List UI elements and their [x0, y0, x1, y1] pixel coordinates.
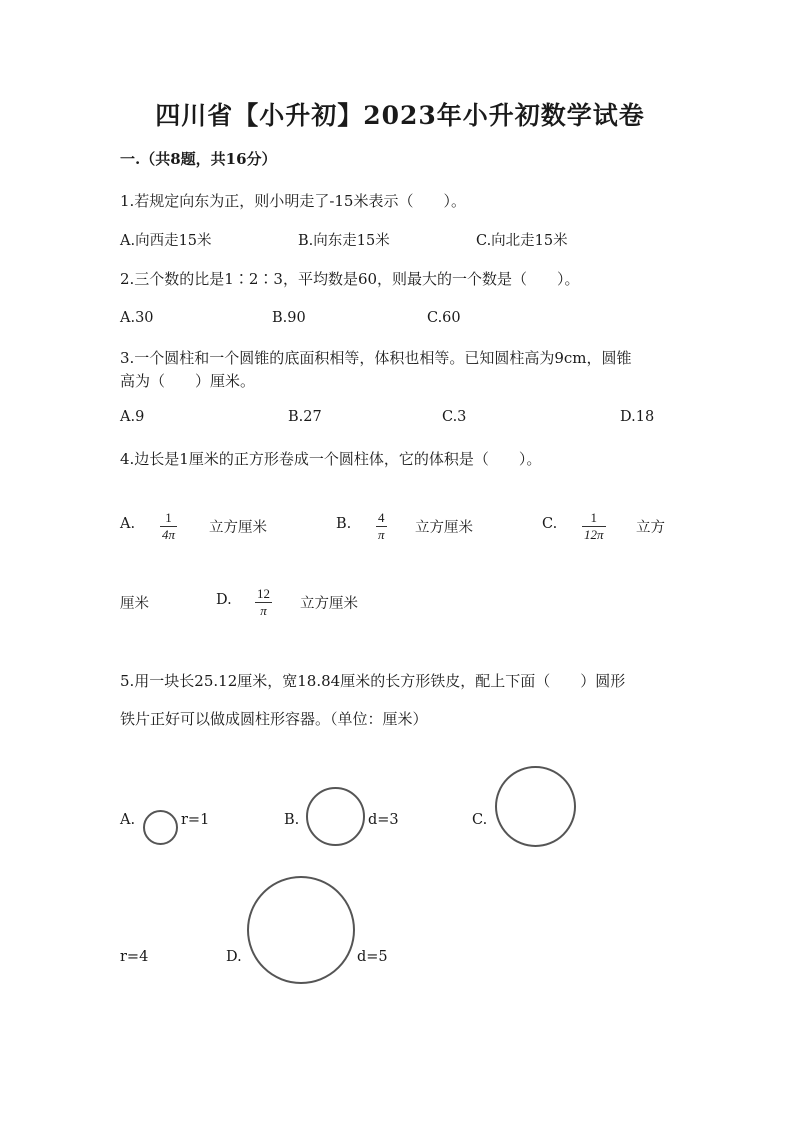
circle-option-d: [247, 876, 355, 984]
page-title: 四川省【小升初】2023年小升初数学试卷: [155, 101, 645, 130]
fraction-numerator: 1: [165, 510, 172, 525]
fraction-numerator: 4: [378, 510, 385, 525]
question-4-option-c-fraction: [582, 510, 606, 543]
question-5-option-a-value: r=1: [181, 812, 210, 828]
question-4-option-d-fraction: [255, 586, 272, 619]
question-4-option-a-unit: 立方厘米: [209, 520, 267, 536]
question-1-option-a[interactable]: A.向西走15米: [120, 233, 212, 249]
question-4-option-d-label[interactable]: D.: [216, 592, 232, 608]
question-1-option-b[interactable]: B.向东走15米: [298, 233, 390, 249]
question-5-option-d-label[interactable]: D.: [226, 949, 242, 965]
question-3-option-b[interactable]: B.27: [288, 409, 322, 425]
fraction-numerator: 1: [590, 510, 597, 525]
question-5-option-c-label[interactable]: C.: [472, 812, 488, 828]
fraction-denominator: 12π: [584, 527, 604, 542]
section-heading: 一.（共8题，共16分）: [120, 150, 277, 168]
question-5-option-b-label[interactable]: B.: [284, 812, 300, 828]
question-5-option-c-value: r=4: [120, 949, 149, 965]
circle-option-a: [143, 810, 178, 845]
question-2-option-b[interactable]: B.90: [272, 310, 306, 326]
question-4-wrap-text: 厘米: [120, 596, 149, 612]
question-5-option-a-label[interactable]: A.: [120, 812, 136, 828]
question-2-text: 2.三个数的比是1∶2∶3，平均数是60，则最大的一个数是（ ）。: [120, 270, 580, 288]
question-3-text-line2: 高为（ ）厘米。: [120, 372, 256, 390]
question-4-text: 4.边长是1厘米的正方形卷成一个圆柱体，它的体积是（ ）。: [120, 450, 542, 468]
question-4-option-c-unit: 立方: [636, 520, 665, 536]
question-2-option-a[interactable]: A.30: [120, 310, 154, 326]
fraction-numerator: 12: [257, 586, 270, 601]
question-3-text-line1: 3.一个圆柱和一个圆锥的底面积相等，体积也相等。已知圆柱高为9cm，圆锥: [120, 349, 632, 367]
question-1-option-c[interactable]: C.向北走15米: [476, 233, 568, 249]
fraction-denominator: π: [260, 603, 267, 618]
question-4-option-b-label[interactable]: B.: [336, 516, 352, 532]
circle-option-c: [495, 766, 576, 847]
question-4-option-d-unit: 立方厘米: [300, 596, 358, 612]
question-2-option-c[interactable]: C.60: [427, 310, 461, 326]
question-3-option-d[interactable]: D.18: [620, 409, 655, 425]
fraction-denominator: π: [378, 527, 385, 542]
question-4-option-b-fraction: [376, 510, 387, 543]
question-5-text-line1: 5.用一块长25.12厘米，宽18.84厘米的长方形铁皮，配上下面（ ）圆形: [120, 672, 626, 690]
fraction-denominator: 4π: [162, 527, 176, 542]
question-1-text: 1.若规定向东为正，则小明走了-15米表示（ ）。: [120, 192, 466, 210]
question-3-option-c[interactable]: C.3: [442, 409, 467, 425]
question-3-option-a[interactable]: A.9: [120, 409, 145, 425]
circle-option-b: [306, 787, 365, 846]
question-4-option-a-fraction: [160, 510, 177, 543]
question-5-text-line2: 铁片正好可以做成圆柱形容器。（单位：厘米）: [120, 710, 428, 728]
question-4-option-a-label[interactable]: A.: [120, 516, 136, 532]
question-4-option-b-unit: 立方厘米: [415, 520, 473, 536]
question-5-option-d-value: d=5: [357, 949, 388, 965]
question-4-option-c-label[interactable]: C.: [542, 516, 558, 532]
question-5-option-b-value: d=3: [368, 812, 399, 828]
